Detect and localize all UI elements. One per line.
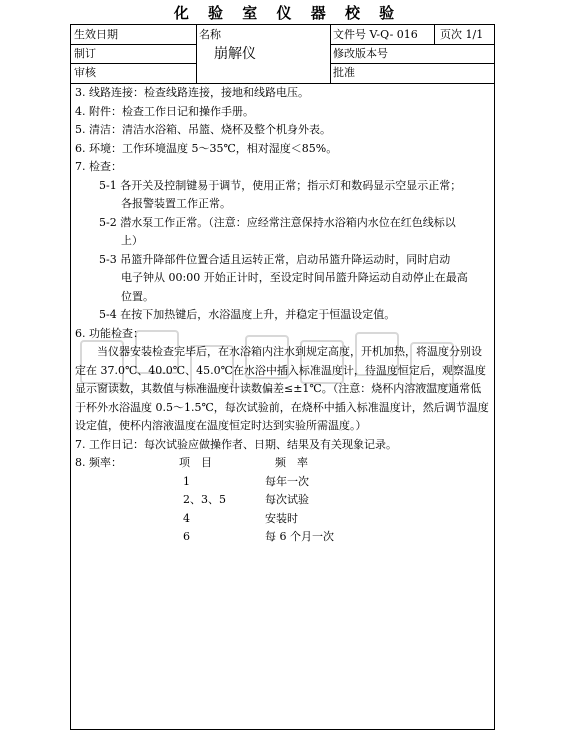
sub-item-5-3: 5-3 吊篮升降部件位置合适且运转正常，启动吊篮升降运动时，同时启动 [99, 252, 451, 266]
page-label: 页次 1/1 [440, 28, 484, 41]
document-frame [70, 24, 495, 730]
reviewed-label: 审核 [74, 66, 96, 79]
freq-rate: 每年一次 [265, 474, 309, 488]
freq-item: 2、3、5 [183, 493, 226, 506]
freq-col-rate: 频 率 [275, 456, 308, 469]
sub-item-5-4: 5-4 在按下加热键后，水浴温度上升，并稳定于恒温设定值。 [99, 308, 396, 321]
freq-rate: 每 6 个月一次 [265, 530, 334, 543]
frequency-row [75, 491, 490, 510]
frequency-row [75, 473, 490, 492]
name-label: 名称 [199, 28, 221, 41]
freq-item: 4 [183, 511, 190, 525]
doc-no-label: 文件号 V-Q- 016 [333, 28, 418, 41]
document-title: 化 验 室 仪 器 校 验 [173, 4, 402, 22]
freq-item: 6 [183, 530, 190, 543]
revision-label: 修改版本号 [333, 47, 388, 60]
document-body [75, 84, 490, 547]
freq-col-item: 项 目 [179, 456, 212, 469]
freq-rate: 安装时 [265, 511, 298, 525]
sub-item-5-1: 5-1 各开关及控制键易于调节，使用正常；指示灯和数码显示空显示正常； [99, 178, 462, 192]
sub-item-5-3-cont: 电子钟从 00:00 开始正计时，至设定时间吊篮升降运动自动停止在最高 [121, 271, 468, 284]
header-table [71, 25, 494, 84]
item-cleaning: 5. 清洁：清洁水浴箱、吊篮、烧杯及整个机身外表。 [75, 123, 331, 136]
item-accessories: 4. 附件：检查工作日记和操作手册。 [75, 104, 254, 118]
sub-item-5-3-cont2: 位置。 [121, 289, 154, 303]
item-work-log: 7. 工作日记：每次试验应做操作者、日期、结果及有关现象记录。 [75, 437, 397, 451]
sub-item-5-2: 5-2 潜水泵工作正常。（注意：应经常注意保持水浴箱内水位在红色线标以 [99, 215, 456, 229]
item-wiring: 3. 线路连接：检查线路连接，接地和线路电压。 [75, 86, 309, 99]
item-frequency: 8. 频率： [75, 456, 122, 469]
frequency-row [75, 510, 490, 529]
item-environment: 6. 环境：工作环境温度 5～35℃，相对湿度＜85%。 [75, 141, 338, 155]
item-function-check: 6. 功能检查： [75, 326, 144, 340]
freq-item: 1 [183, 474, 190, 488]
sub-item-5-1-cont: 各报警装置工作正常。 [121, 197, 231, 210]
frequency-row [75, 528, 490, 547]
approved-label: 批准 [333, 66, 355, 79]
effective-date-label: 生效日期 [74, 28, 118, 41]
function-check-paragraph: 当仪器安装检查完毕后，在水浴箱内注水到规定高度，开机加热，将温度分别设定在 37.0℃、40.0℃、45.0℃在水浴中插入标准温度计，待温度恒定后，观察温度显示窗读数，其数值与标准温度计读数偏差≤±1℃。（注意：烧杯内溶液温度通常低于杯外水浴温度 0.5～1.5℃，每次试验前，在烧杯中插入标准温度计，然后调节温度设定值，使杯内溶液温度在温度恒定时达到实验所需温度。） [75, 345, 489, 432]
item-inspection: 7. 检查： [75, 160, 122, 173]
sub-item-5-2-cont: 上） [121, 234, 143, 247]
name-value: 崩解仪 [214, 46, 256, 62]
freq-rate: 每次试验 [265, 493, 309, 506]
frequency-header-row [75, 454, 490, 473]
prepared-label: 制订 [74, 47, 96, 60]
